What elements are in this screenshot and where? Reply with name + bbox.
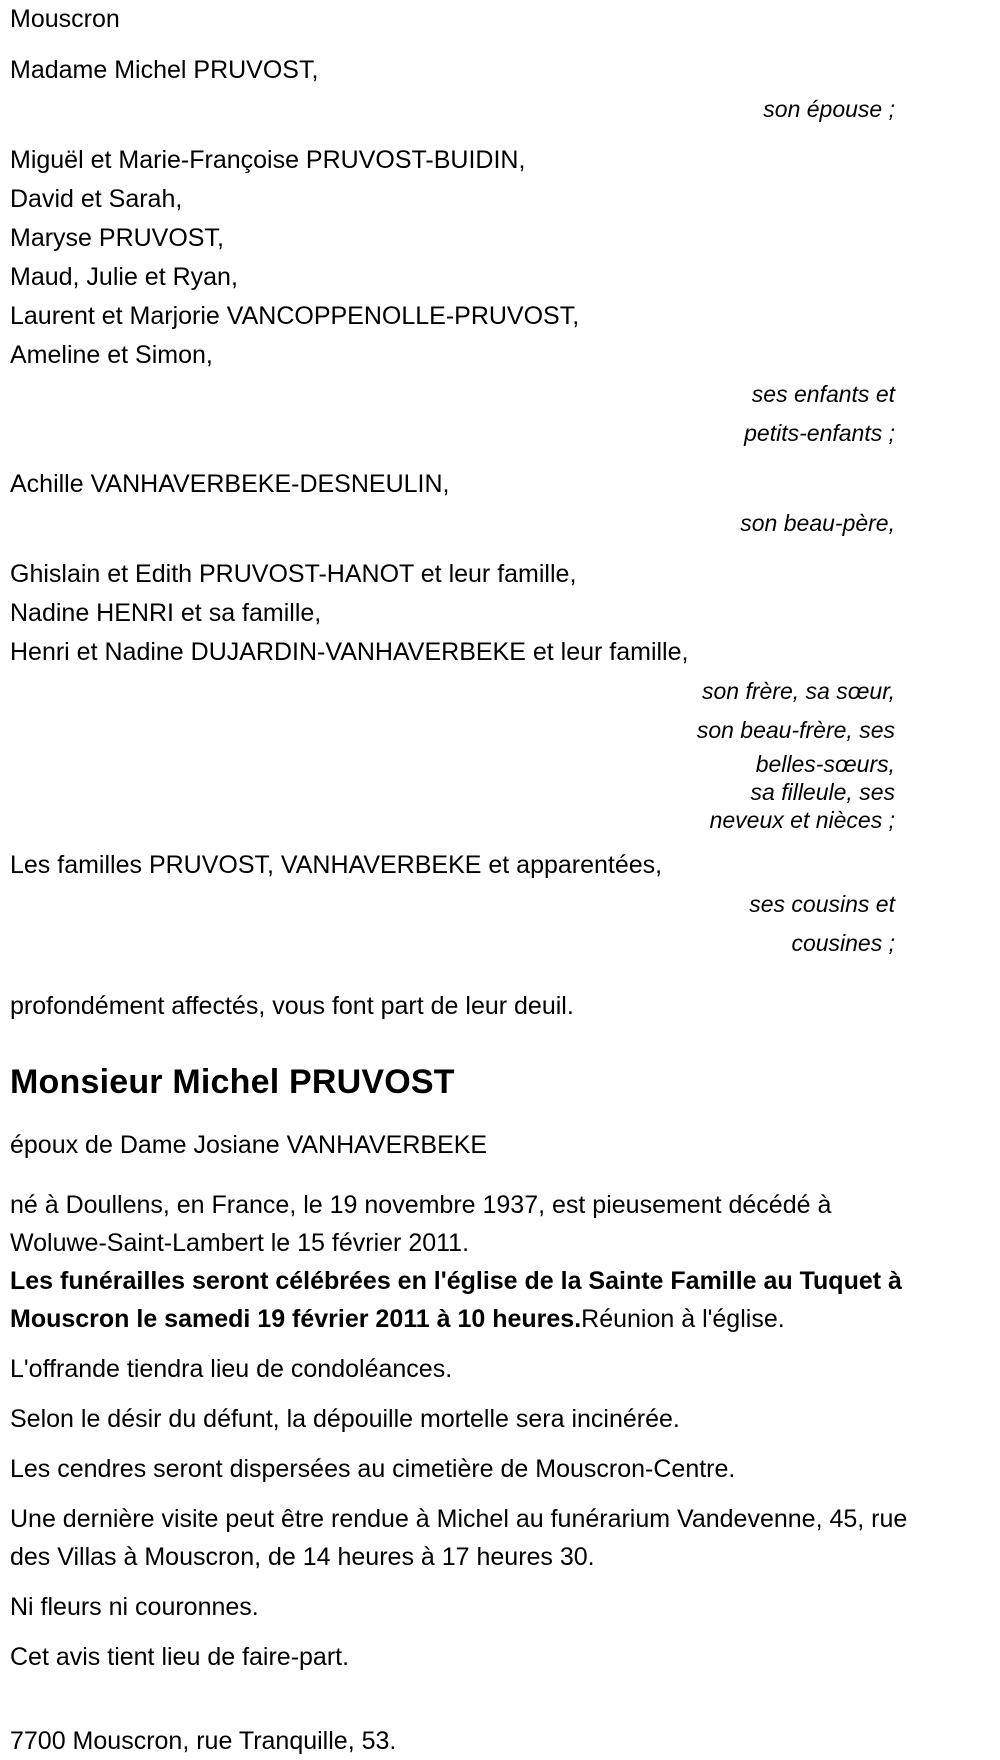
faire-part-paragraph: Cet avis tient lieu de faire-part. <box>10 1643 350 1671</box>
family-name-line: Les familles PRUVOST, VANHAVERBEKE et apparentées, <box>10 851 663 879</box>
family-name-line: Henri et Nadine DUJARDIN-VANHAVERBEKE et leur famille, <box>10 638 689 666</box>
family-entry <box>0 141 1000 465</box>
family-name-line: Maud, Julie et Ryan, <box>10 263 238 291</box>
spacer <box>0 1488 1000 1500</box>
no-flowers-paragraph: Ni fleurs ni couronnes. <box>10 1593 259 1621</box>
relation-label-line: petits-enfants ; <box>744 420 895 446</box>
family-entry <box>0 555 1000 846</box>
family-name-line: Laurent et Marjorie VANCOPPENOLLE-PRUVOST, <box>10 302 580 330</box>
spouse-of-line: époux de Dame Josiane VANHAVERBEKE <box>10 1131 488 1159</box>
cremation-paragraph: Selon le désir du défunt, la dépouille mortelle sera incinérée. <box>10 1405 680 1433</box>
funeral-paragraph <box>0 1262 1000 1338</box>
offering-paragraph: L'offrande tiendra lieu de condoléances. <box>10 1355 453 1383</box>
spacer <box>0 1626 1000 1638</box>
spacer <box>0 975 1000 987</box>
family-name-line: Madame Michel PRUVOST, <box>10 56 319 84</box>
family-name-line: David et Sarah, <box>10 185 183 213</box>
spacer <box>0 1338 1000 1350</box>
relation-label-line: cousines ; <box>791 930 895 956</box>
family-name-line: Achille VANHAVERBEKE-DESNEULIN, <box>10 470 450 498</box>
family-name-line: Miguël et Marie-Françoise PRUVOST-BUIDIN, <box>10 146 526 174</box>
spacer <box>0 834 1000 846</box>
relation-label-line: neveux et nièces ; <box>709 807 895 833</box>
family-entry <box>0 465 1000 555</box>
ashes-paragraph: Les cendres seront dispersées au cimetière de Mouscron-Centre. <box>10 1455 736 1483</box>
funeral-rest-text: Réunion à l'église. <box>581 1305 785 1333</box>
spacer <box>0 1576 1000 1588</box>
relation-label-group <box>0 885 1000 963</box>
spacer <box>0 1026 1000 1060</box>
family-entry <box>0 846 1000 975</box>
spacer <box>0 1676 1000 1722</box>
family-entries <box>0 51 1000 975</box>
relation-label-group <box>0 504 1000 543</box>
family-name-line: Ghislain et Edith PRUVOST-HANOT et leur famille, <box>10 560 577 588</box>
address-footer: 7700 Mouscron, rue Tranquille, 53. <box>10 1727 397 1755</box>
spacer <box>0 1388 1000 1400</box>
relation-label-line: son beau-frère, ses <box>696 717 895 743</box>
spacer <box>0 129 1000 141</box>
family-name-line: Maryse PRUVOST, <box>10 224 224 252</box>
relation-label-line: son beau-père, <box>740 510 895 536</box>
spacer <box>0 1104 1000 1126</box>
relation-label-line: son épouse ; <box>763 96 895 122</box>
spacer <box>0 963 1000 975</box>
relation-label-line: belles-sœurs, <box>755 751 895 777</box>
deceased-name: Monsieur Michel PRUVOST <box>10 1063 455 1101</box>
relation-label-line: son frère, sa sœur, <box>701 678 895 704</box>
spacer <box>0 543 1000 555</box>
relation-label-line: ses cousins et <box>749 891 895 917</box>
spacer <box>0 1164 1000 1186</box>
relation-label-group <box>0 672 1000 834</box>
spacer <box>0 453 1000 465</box>
spacer <box>0 1438 1000 1450</box>
spacer <box>0 39 1000 51</box>
birth-death-paragraph: né à Doullens, en France, le 19 novembre 1937, est pieusement décédé à Woluwe-Saint-Lambert le 15 février 2011. <box>10 1191 832 1257</box>
relation-label-line: ses enfants et <box>751 381 895 407</box>
city-header: Mouscron <box>10 5 120 33</box>
relation-label-line: sa filleule, ses <box>750 779 895 805</box>
visit-paragraph: Une dernière visite peut être rendue à Michel au funérarium Vandevenne, 45, rue des Villas à Mouscron, de 14 heures à 17 heures 30. <box>10 1505 908 1571</box>
family-name-line: Ameline et Simon, <box>10 341 213 369</box>
family-entry <box>0 51 1000 141</box>
relation-label-group <box>0 375 1000 453</box>
relation-label-group <box>0 90 1000 129</box>
funeral-bold-text: Les funérailles seront célébrées en l'église de la Sainte Famille au Tuquet à Mouscron le samedi 19 février 2011 à 10 heures. <box>10 1267 902 1333</box>
family-name-line: Nadine HENRI et sa famille, <box>10 599 322 627</box>
closing-line: profondément affectés, vous font part de leur deuil. <box>10 992 574 1020</box>
